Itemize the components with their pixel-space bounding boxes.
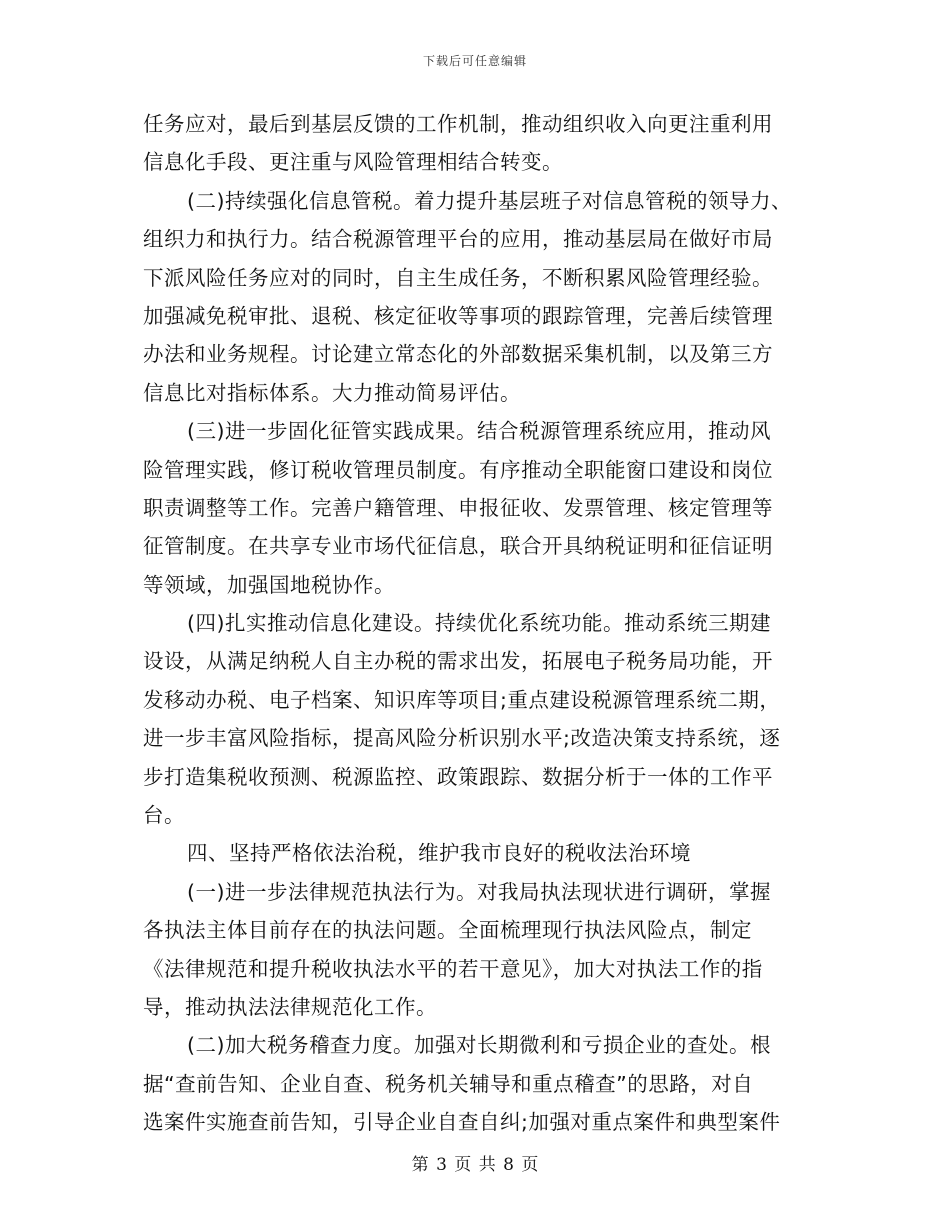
body-line: 选案件实施查前告知，引导企业自查自纠;加强对重点案件和典型案件 (143, 1110, 781, 1135)
paragraph-start-line: (二)加大税务稽查力度。加强对长期微利和亏损企业的查处。根 (187, 1033, 771, 1058)
body-line: 步打造集税收预测、税源监控、政策跟踪、数据分析于一体的工作平 (143, 764, 773, 789)
body-line: 发移动办税、电子档案、知识库等项目;重点建设税源管理系统二期， (143, 687, 781, 712)
body-line: 任务应对，最后到基层反馈的工作机制，推动组织收入向更注重利用 (143, 112, 773, 136)
body-line: 办法和业务规程。讨论建立常态化的外部数据采集机制，以及第三方 (143, 342, 773, 367)
paragraph-start-line: (二)持续强化信息管税。着力提升基层班子对信息管税的领导力、 (187, 188, 792, 213)
body-line: 加强减免税审批、退税、核定征收等事项的跟踪管理，完善后续管理 (143, 303, 773, 328)
body-line: 导，推动执法法律规范化工作。 (143, 994, 437, 1019)
body-line: 信息比对指标体系。大力推动简易评估。 (143, 380, 521, 405)
document-body (143, 105, 807, 1142)
page-header-note: 下载后可任意编辑 (422, 54, 527, 68)
body-line: 等领域，加强国地税协作。 (143, 572, 395, 597)
paragraph-start-line: (四)扎实推动信息化建设。持续优化系统功能。推动系统三期建 (187, 611, 771, 636)
paragraph-start-line: (三)进一步固化征管实践成果。结合税源管理系统应用，推动风 (187, 419, 771, 444)
body-line: 台。 (143, 803, 185, 828)
section-heading: 四、坚持严格依法治税，维护我市良好的税收法治环境 (187, 841, 691, 866)
body-line: 《法律规范和提升税收执法水平的若干意见》，加大对执法工作的指 (143, 956, 763, 981)
body-line: 组织力和执行力。结合税源管理平台的应用，推动基层局在做好市局 (143, 227, 773, 252)
paragraph-start-line: (一)进一步法律规范执法行为。对我局执法现状进行调研，掌握 (187, 879, 771, 904)
body-line: 信息化手段、更注重与风险管理相结合转变。 (143, 150, 563, 175)
page-number-footer: 第 3 页 共 8 页 (411, 1155, 539, 1175)
body-line: 据“查前告知、企业自查、税务机关辅导和重点稽查”的思路，对自 (143, 1071, 754, 1096)
body-line: 进一步丰富风险指标，提高风险分析识别水平;改造决策支持系统，逐 (143, 726, 781, 751)
body-line: 各执法主体目前存在的执法问题。全面梳理现行执法风险点，制定 (143, 918, 752, 943)
body-line: 设设，从满足纳税人自主办税的需求出发，拓展电子税务局功能，开 (143, 649, 773, 674)
body-line: 下派风险任务应对的同时，自主生成任务，不断积累风险管理经验。 (143, 265, 773, 290)
body-line: 险管理实践，修订税收管理员制度。有序推动全职能窗口建设和岗位 (143, 457, 773, 482)
body-line: 职责调整等工作。完善户籍管理、申报征收、发票管理、核定管理等 (143, 495, 773, 520)
body-line: 征管制度。在共享专业市场代征信息，联合开具纳税证明和征信证明 (143, 534, 773, 559)
